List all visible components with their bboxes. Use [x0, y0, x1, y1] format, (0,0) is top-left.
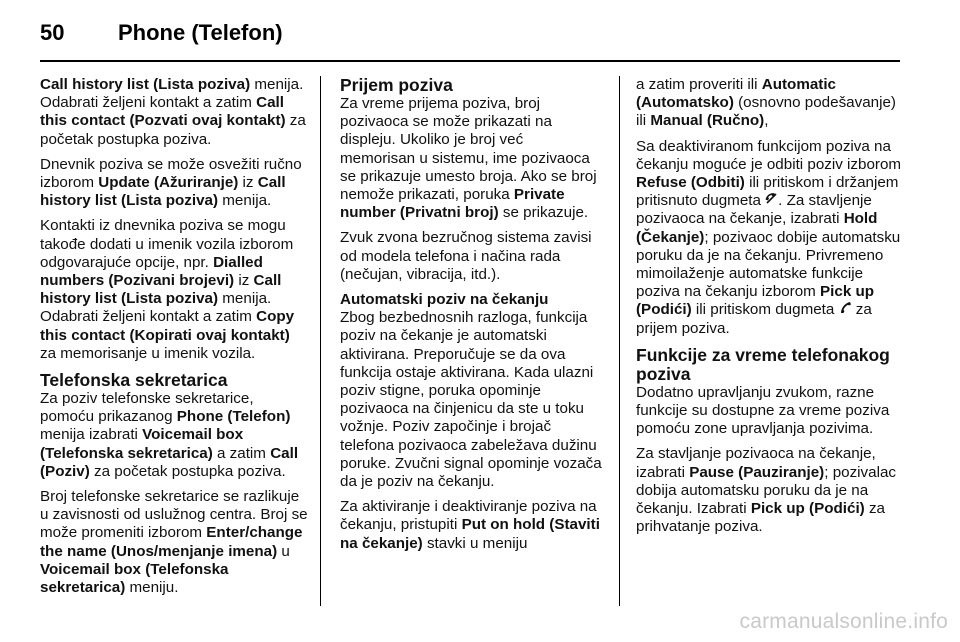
- menu-term: Phone (Telefon): [176, 408, 291, 426]
- paragraph: [40, 217, 308, 363]
- text: za prijem poziva.: [636, 301, 872, 337]
- text: Za stavljanje pozivaoca na čekanje, izabrati: [636, 445, 876, 481]
- text: Za vreme prijema poziva, broj pozivaoca se može prikazati na displeju. Ukoliko je broj već memorisan u sistemu, ime pozivaoca se prikazuje umesto broja. Ako se broj nemože prikazati, poruka: [340, 95, 597, 204]
- menu-term: Call history list (Lista poziva): [40, 174, 286, 210]
- text: za početak postupka poziva.: [40, 112, 306, 148]
- phone-pickup-icon: [839, 301, 852, 319]
- text: za početak postupka poziva.: [89, 462, 286, 480]
- text: ili pritiskom dugmeta: [691, 301, 839, 319]
- text: za memorisanje u imenik vozila.: [40, 344, 256, 362]
- menu-term: Pick up (Podići): [636, 283, 875, 319]
- column-3: [636, 76, 906, 543]
- paragraph: [40, 390, 308, 481]
- text: Za poziv telefonske sekretarice, pomoću prikazanog: [40, 390, 254, 426]
- menu-term: Private number (Privatni broj): [340, 186, 565, 222]
- text: iz: [234, 272, 254, 290]
- text: menija izabrati: [40, 426, 143, 444]
- page-header: [40, 14, 920, 54]
- paragraph: Zbog bezbednosnih razloga, funkcija poziv na čekanje je automatski aktivirana. Preporučuje se da ova funkcija ostaje aktivirana. Kada ulazni poziv stigne, poruka opominje pozivaoca na činjenicu da ste u toku vožnje. Poziv započinje i brojač telefona pozivaoca zabeležava dužinu poruke. Zvučni signal opominje vozača da je poziv na čekanju.: [340, 309, 602, 491]
- column-divider-2: [619, 76, 620, 606]
- text: za prihvatanje poziva.: [636, 500, 885, 536]
- menu-term: Copy this contact (Kopirati ovaj kontakt): [40, 308, 295, 344]
- column-2: [340, 76, 602, 560]
- menu-term: Call (Poziv): [40, 444, 299, 480]
- paragraph: [40, 156, 308, 211]
- menu-term: Update (Ažuriranje): [98, 174, 239, 192]
- text: menija.: [218, 192, 272, 210]
- column-1: [40, 76, 308, 604]
- text: menija. Odabrati željeni kontakt a zatim: [40, 76, 304, 112]
- menu-term: Enter/change the name (Unos/menjanje imena): [40, 524, 303, 560]
- menu-term: Manual (Ručno): [650, 112, 765, 130]
- text: meniju.: [125, 579, 179, 597]
- text: ,: [764, 112, 769, 130]
- text: a zatim proveriti ili: [636, 76, 762, 93]
- menu-term: Automatic (Automatsko): [636, 76, 837, 112]
- page-number: 50: [40, 20, 65, 45]
- text: . Za stavljenje pozivaoca na čekanje, izabrati: [636, 192, 872, 228]
- subheading-call-waiting: Automatski poziv na čekanju: [340, 291, 549, 309]
- watermark: carmanualsonline.info: [739, 610, 948, 633]
- text: stavki u meniju: [422, 534, 528, 552]
- section-heading-voicemail: Telefonska sekretarica: [40, 370, 228, 391]
- menu-term: Voicemail box (Telefonska sekretarica): [40, 560, 229, 597]
- text: ; pozivalac dobija automatsku poruku da je na čekanju. Izabrati: [636, 463, 897, 518]
- menu-term: Pick up (Podići): [750, 500, 865, 518]
- paragraph: Dodatno upravljanju zvukom, razne funkcije su dostupne za vreme poziva pomoću zone upravljanja pozivima.: [636, 383, 890, 438]
- column-divider-1: [320, 76, 321, 606]
- paragraph: [636, 445, 906, 536]
- paragraph: [40, 488, 308, 597]
- text: Broj telefonske sekretarice se razlikuje u zavisnosti od uslužnog centra. Broj se može promeniti izborom: [40, 488, 308, 542]
- menu-term: Refuse (Odbiti): [636, 174, 745, 192]
- paragraph: [636, 138, 906, 338]
- text: se prikazuje.: [498, 204, 589, 222]
- menu-term: Voicemail box (Telefonska sekretarica): [40, 426, 244, 462]
- header-rule: [40, 60, 900, 62]
- text: menija. Odabrati željeni kontakt a zatim: [40, 290, 272, 326]
- text: ili pritiskom i držanjem pritisnuto dugmeta: [636, 174, 899, 210]
- text: Sa deaktiviranom funkcijom poziva na čekanju moguće je odbiti poziv izborom: [636, 137, 902, 173]
- text: Kontakti iz dnevnika poziva se mogu takođe dodati u imenik vozila izborom odgovarajuće opcije, npr.: [40, 217, 294, 271]
- menu-term: Call history list (Lista poziva): [40, 76, 251, 93]
- text: Dnevnik poziva se može osvežiti ručno izborom: [40, 155, 302, 192]
- text: ; pozivaoc dobije automatsku poruku da je na čekanju. Privremeno mimoilaženje automatske funkcije poziva na čekanju izborom: [636, 228, 901, 301]
- menu-term: Hold (Čekanje): [636, 210, 878, 246]
- paragraph: Zvuk zvona bezručnog sistema zavisi od modela telefona i načina rada (nečujan, vibracija, itd.).: [340, 229, 592, 283]
- text: Za aktiviranje i deaktiviranje poziva na čekanju, pristupiti: [340, 498, 597, 534]
- text: (osnovno podešavanje) ili: [636, 94, 896, 130]
- phone-hangup-icon: [765, 192, 778, 210]
- menu-term: Call this contact (Pozvati ovaj kontakt): [40, 94, 286, 130]
- section-heading-incoming-call: Prijem poziva: [340, 75, 453, 95]
- paragraph: [340, 95, 602, 222]
- paragraph: [340, 498, 602, 553]
- menu-term: Put on hold (Staviti na čekanje): [340, 516, 600, 552]
- page-title: Phone (Telefon): [118, 20, 283, 45]
- section-heading-call-functions: Funkcije za vreme telefonakog poziva: [636, 344, 890, 384]
- text: iz: [238, 174, 258, 192]
- paragraph: [40, 76, 308, 149]
- text: u: [277, 542, 290, 560]
- menu-term: Dialled numbers (Pozivani brojevi): [40, 253, 263, 290]
- menu-term: Call history list (Lista poziva): [40, 272, 282, 308]
- menu-term: Pause (Pauziranje): [689, 463, 825, 481]
- paragraph: [636, 76, 906, 131]
- text: a zatim: [212, 444, 271, 462]
